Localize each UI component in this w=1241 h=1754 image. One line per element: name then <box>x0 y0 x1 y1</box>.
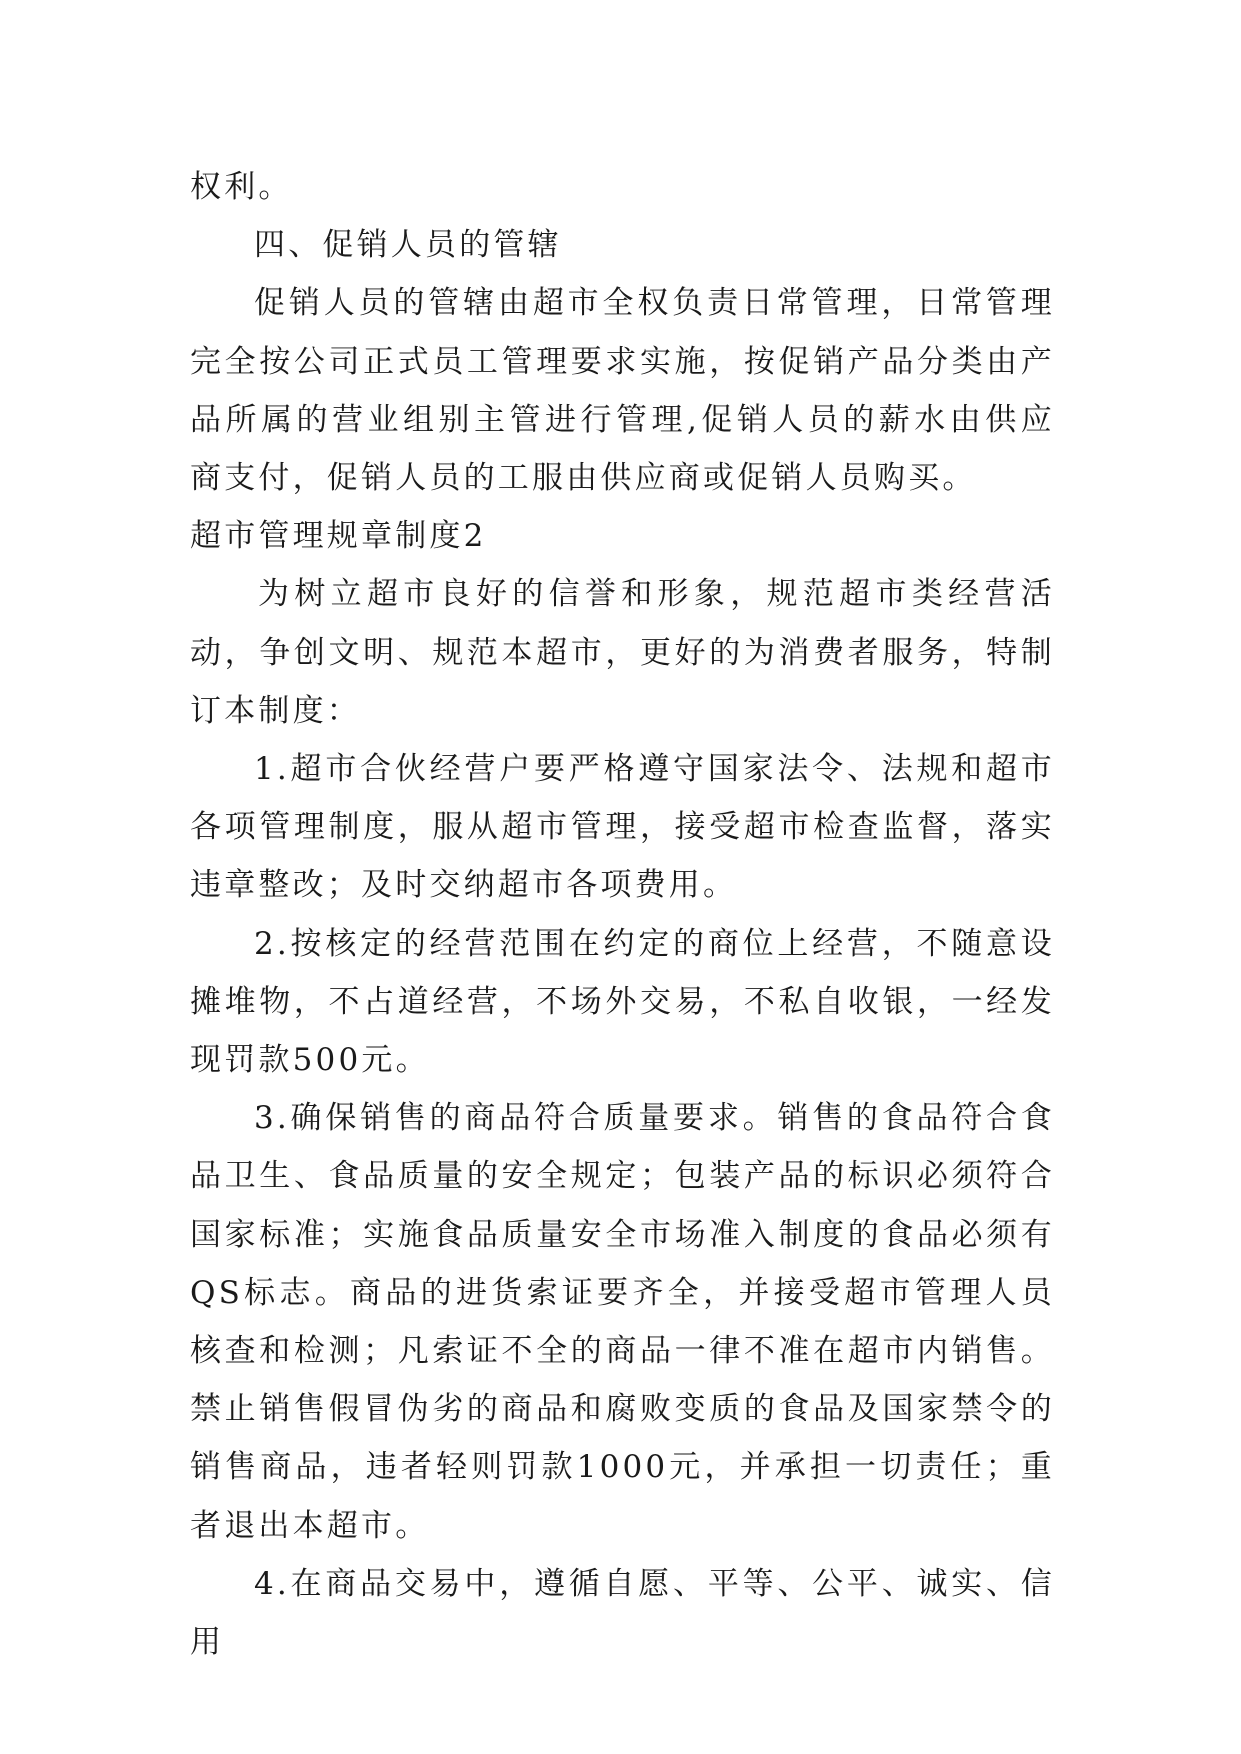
document-body <box>190 158 1055 1671</box>
paragraph-rule-1: 1.超市合伙经营户要严格遵守国家法令、法规和超市各项管理制度，服从超市管理，接受超市检查监督，落实违章整改；及时交纳超市各项费用。 <box>190 751 1055 904</box>
paragraph-rule-4: 4.在商品交易中，遵循自愿、平等、公平、诚实、信用 <box>190 1565 1055 1661</box>
paragraph-continuation: 权利。 <box>190 169 293 205</box>
section-heading-4: 四、促销人员的管辖 <box>254 227 562 264</box>
paragraph-promoter-management: 促销人员的管辖由超市全权负责日常管理，日常管理完全按公司正式员工管理要求实施，按促销产品分类由产品所属的营业组别主管进行管理,促销人员的薪水由供应商支付，促销人员的工服由供应商或促销人员购买。 <box>190 285 1055 497</box>
document-title-2: 超市管理规章制度2 <box>190 518 487 555</box>
paragraph-rule-3: 3.确保销售的商品符合质量要求。销售的食品符合食品卫生、食品质量的安全规定；包装产品的标识必须符合国家标准；实施食品质量安全市场准入制度的食品必须有QS标志。商品的进货索证要齐全，并接受超市管理人员核查和检测；凡索证不全的商品一律不准在超市内销售。禁止销售假冒伪劣的商品和腐败变质的食品及国家禁令的销售商品，违者轻则罚款1000元，并承担一切责任；重者退出本超市。 <box>190 1100 1055 1544</box>
paragraph-rule-2: 2.按核定的经营范围在约定的商位上经营，不随意设摊堆物，不占道经营，不场外交易，不私自收银，一经发现罚款500元。 <box>190 925 1055 1079</box>
paragraph-intro: 为树立超市良好的信誉和形象，规范超市类经营活动，争创文明、规范本超市，更好的为消费者服务，特制订本制度： <box>190 576 1055 729</box>
